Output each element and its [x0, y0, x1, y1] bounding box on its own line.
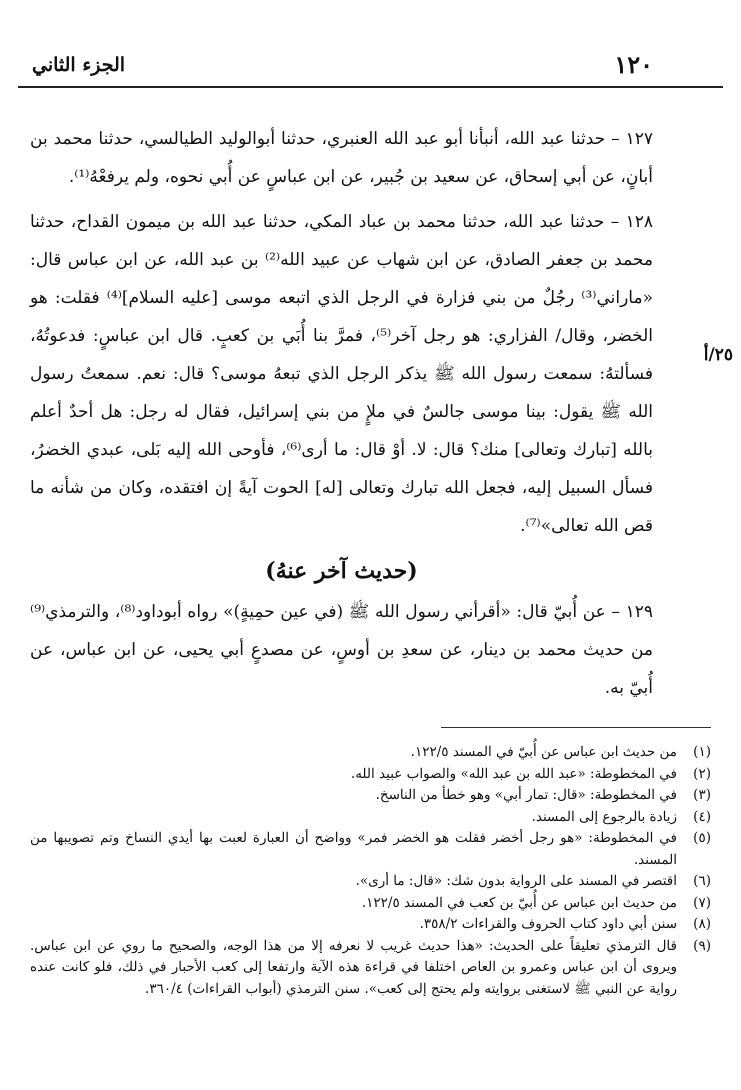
footnote — [30, 764, 711, 786]
footnote-separator — [441, 727, 711, 728]
footnote-number: (٣) — [693, 787, 711, 803]
hadith-127: ١٢٧ – حدثنا عبد الله، أنبأنا أبو عبد الله العنبري، حدثنا أبوالوليد الطيالسي، حدثنا محمد بن أبانٍ، عن أبي إسحاق، عن سعيد بن جُبير، عن ابن عباسٍ عن أُبي نحوه، ولم يرفعْهُ⁽¹⁾. — [30, 129, 653, 187]
page-header — [18, 50, 723, 90]
page-number: ١٢٠ — [614, 50, 653, 79]
footnote — [30, 807, 711, 829]
footnote-number: (٧) — [693, 894, 711, 911]
footnote-text: من حديث ابن عباس عن أُبيّ في المسند ١٢٢/٥. — [410, 744, 677, 760]
footnote — [30, 785, 711, 807]
manuscript-folio-ref: ٢٥/أ — [703, 345, 733, 365]
section-heading: (حديث آخر عنهُ) — [265, 558, 418, 584]
footnote-number: (٨) — [693, 916, 711, 932]
footnote-number: (٩) — [693, 937, 711, 954]
footnote — [30, 893, 711, 915]
header-rule — [18, 86, 723, 88]
footnote-number: (٤) — [693, 808, 711, 825]
footnote-text: زيادة بالرجوع إلى المسند. — [531, 808, 677, 825]
main-text — [30, 120, 653, 714]
footnote-number: (٥) — [693, 830, 711, 846]
footnote — [30, 914, 711, 936]
footnote — [30, 871, 711, 893]
footnote-text: في المخطوطة: «هو رجل أخضر فقلت هو الخضر فمر» وواضح أن العبارة لعبت بها أيدي النساخ وتم تصويبها من المسند. — [30, 830, 677, 868]
footnote — [30, 828, 711, 871]
footnote-text: اقتصر في المسند على الرواية بدون شك: «قال: ما أرى». — [355, 873, 677, 889]
running-title: الجزء الثاني — [32, 54, 126, 76]
footnote-text: في المخطوطة: «عبد الله بن عبد الله» والصواب عبيد الله. — [350, 765, 677, 782]
footnote-text: سنن أبي داود كتاب الحروف والقراءات ٣٥٨/٢. — [419, 916, 677, 932]
footnote-text: في المخطوطة: «قال: تمار أبي» وهو خطأ من الناسخ. — [375, 787, 677, 803]
footnote-text: قال الترمذي تعليقاً على الحديث: «هذا حديث غريب لا نعرفه إلا من هذا الوجه، والصحيح ما روي عن ابن عباس. ويروى أن ابن عباس وعمرو بن العاص اختلفا في قراءة هذه الآية وارتفعا إلى كعب الأحبار في ذلك، فلو كانت عنده رواية عن النبي ﷺ لاستغنى بروايته ولم يحتج إلى كعب». سنن الترمذي (أبواب القراءات) ٣٦٠/٤. — [30, 937, 677, 997]
footnote-text: من حديث ابن عباس عن أُبيّ بن كعب في المسند ١٢٢/٥. — [361, 894, 677, 911]
hadith-128: ١٢٨ – حدثنا عبد الله، حدثنا محمد بن عباد المكي، حدثنا عبد الله بن ميمون القداح، حدثنا محمد بن جعفر الصادق، عن ابن شهاب عن عبيد الله⁽²⁾ بن عبد الله، عن ابن عباس قال: «ماراني⁽³⁾ رجُلٌ من بني فزارة في الرجل الذي اتبعه موسى [عليه السلام]⁽⁴⁾ فقلت: هو الخضر، وقال/ الفزاري: هو رجل آخر⁽⁵⁾، فمرَّ بنا أُبَي بن كعبٍ. قال ابن عباسٍ: فدعوتُهُ، فسألتهُ: سمعت رسول الله ﷺ يذكر الرجل الذي تبعهُ موسى؟ قال: نعم. سمعتُ رسول الله ﷺ يقول: بينا موسى جالسٌ في ملإٍ من بني إسرائيل، فقال له رجل: هل أحدٌ أعلم بالله [تبارك وتعالى] منك؟ قال: لا. أوْ قال: ما أرى⁽⁶⁾، فأوحى الله إليه بَلى، عبدي الخضرُ، فسأل السبيل إليه، فجعل الله تبارك وتعالى [له] الحوت آيةً إن افتقده، وكان من شأنه ما قص الله تعالى»⁽⁷⁾. — [30, 212, 654, 536]
footnote-number: (٢) — [693, 765, 711, 782]
footnote — [30, 742, 711, 764]
footnotes-list — [30, 742, 711, 1000]
footnote — [30, 936, 711, 1001]
footnote-number: (١) — [693, 744, 711, 760]
hadith-129: ١٢٩ – عن أُبيّ قال: «أقرأني رسول الله ﷺ (في عين حمِيةٍ)» رواه أبوداود⁽⁸⁾، والترمذي⁽⁹⁾ من حديث محمد بن دينار، عن سعدِ بن أوسٍ، عن مصدعٍ أبي يحيى، عن ابن عباس، عن أُبيّ به. — [30, 602, 653, 698]
footnote-number: (٦) — [693, 873, 711, 889]
